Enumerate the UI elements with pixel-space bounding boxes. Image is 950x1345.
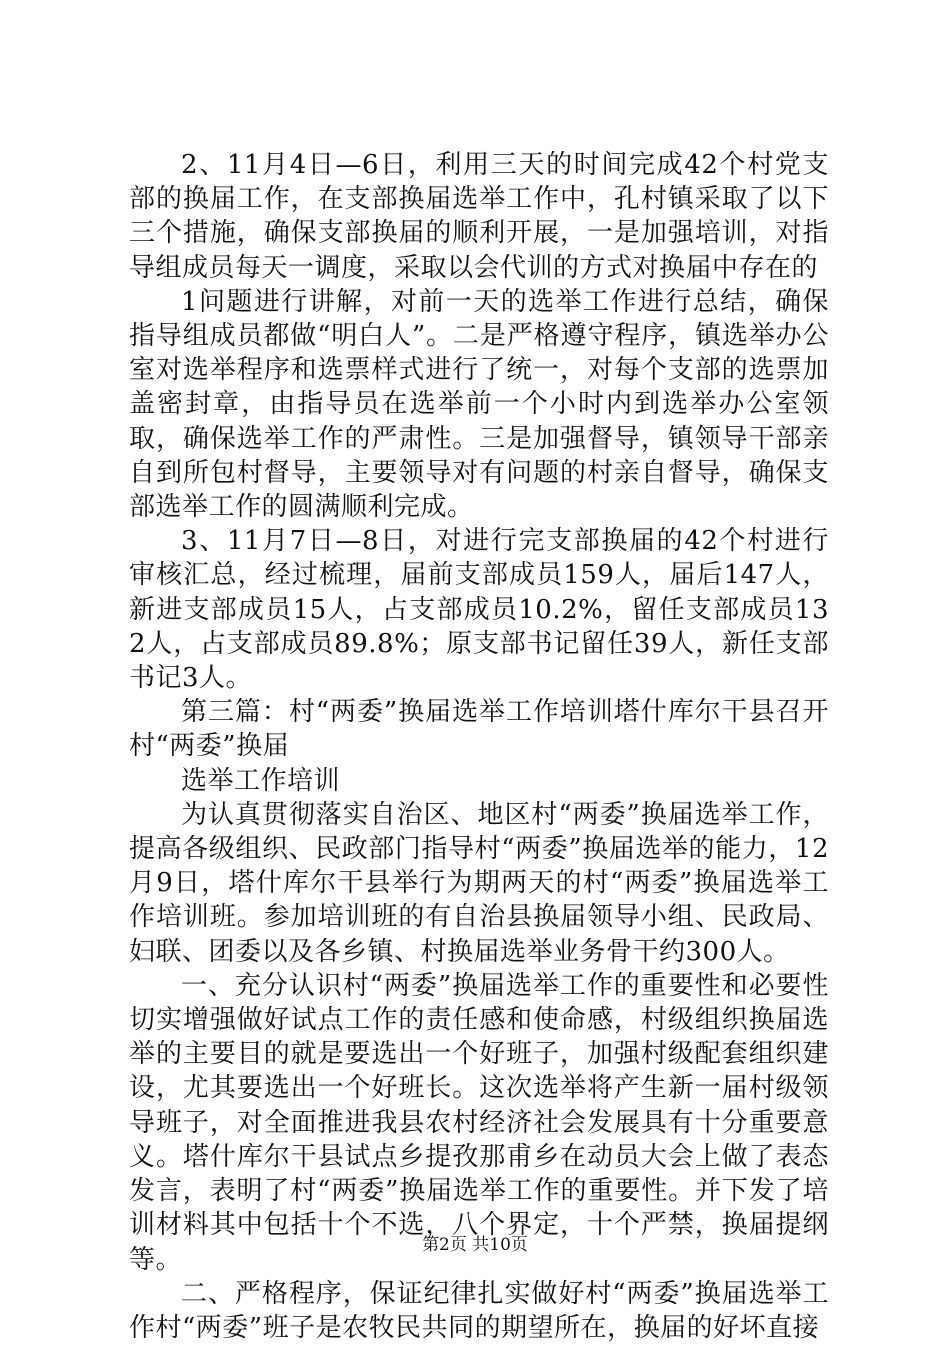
paragraph-point-two: 二、严格程序，保证纪律扎实做好村“两委”换届选举工作村“两委”班子是农牧民共同的期望所在，换届的好坏直接 (129, 1278, 829, 1343)
paragraph-item-2-schedule: 2、11月4日—6日，利用三天的时间完成42个村党支部的换届工作，在支部换届选举工作中，孔村镇采取了以下三个措施，确保支部换届的顺利开展，一是加强培训，对指导组成员每天一调度，采取以会代训的方式对换届中存在的 (129, 150, 829, 283)
section-heading-third-article: 第三篇：村“两委”换届选举工作培训塔什库尔干县召开村“两委”换届 (129, 697, 829, 762)
section-heading-continuation: 选举工作培训 (181, 765, 341, 796)
paragraph-point-one: 一、充分认识村“两委”换届选举工作的重要性和必要性切实增强做好试点工作的责任感和使命感，村级组织换届选举的主要目的就是要选出一个好班子，加强村级配套组织建设，尤其要选出一个好班长。这次选举将产生新一届村级领导班子，对全面推进我县农村经济社会发展具有十分重要意义。塔什库尔干县试点乡提孜那甫乡在动员大会上做了表态发言，表明了村“两委”换届选举工作的重要性。并下发了培训材料其中包括十个不选，八个界定，十个严禁，换届提纲等。 (129, 970, 829, 1275)
paragraph-training-intro: 为认真贯彻落实自治区、地区村“两委”换届选举工作，提高各级组织、民政部门指导村“两委”换届选举的能力，12月9日，塔什库尔干县举行为期两天的村“两委”换届选举工作培训班。参加培训班的有自治县换届领导小组、民政局、妇联、团委以及各乡镇、村换届选举业务骨干约300人。 (129, 799, 829, 967)
paragraph-item-3-review: 3、11月7日—8日，对进行完支部换届的42个村进行审核汇总，经过梳理，届前支部成员159人，届后147人，新进支部成员15人，占支部成员10.2%，留任支部成员132人，占支部成员89.8%；原支部书记留任39人，新任支部书记3人。 (129, 526, 829, 694)
document-body (129, 148, 829, 1345)
paragraph-problem-explanation: 1问题进行讲解，对前一天的选举工作进行总结，确保指导组成员都做“明白人”。二是严格遵守程序，镇选举办公室对选举程序和选票样式进行了统一，对每个支部的选票加盖密封章，由指导员在选举前一个小时内到选举办公室领取，确保选举工作的严肃性。三是加强督导，镇领导干部亲自到所包村督导，主要领导对有问题的村亲自督导，确保支部选举工作的圆满顺利完成。 (129, 286, 829, 523)
page-number-footer: 第2页 共10页 (422, 1235, 528, 1255)
